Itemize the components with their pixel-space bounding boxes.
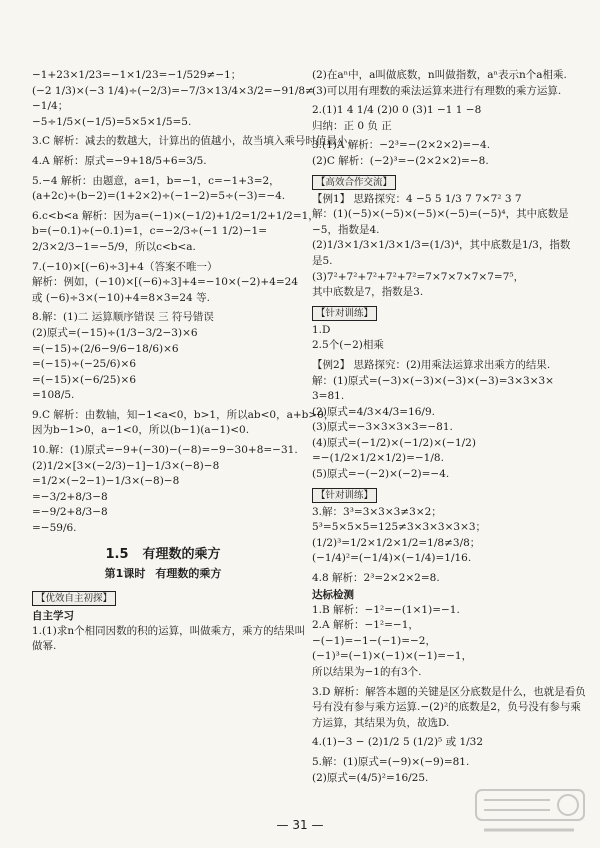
- section-tag: 【优效自主初探】: [32, 591, 116, 606]
- section-tag: 【高效合作交流】: [312, 175, 396, 190]
- section-tag: 【针对训练】: [312, 306, 377, 321]
- text-line: 是5.: [312, 254, 333, 267]
- text-line: 9.C 解析：由数轴，知−1<a<0，b>1，所以ab<0，a+b>0，: [32, 408, 335, 421]
- text-line: =−59/6.: [32, 522, 77, 535]
- text-line: 4.(1)−3 − (2)1/2 5 (1/2)⁵ 或 1/32: [312, 736, 484, 749]
- text-line: (−2 1/3)×(−3 1/4)÷(−2/3)=−7/3×13/4×3/2=−91/8≠: [32, 84, 314, 97]
- text-line: 1.D: [312, 323, 331, 336]
- text-line: =1/2×(−2−1)−1/3×(−8)−8: [32, 475, 180, 488]
- text-line: 10.解：(1)原式=−9+(−30)−(−8)=−9−30+8=−31.: [32, 444, 298, 457]
- page-number: — 31 —: [276, 818, 324, 832]
- text-line: 【例2】 思路探究：(2)用乘法运算求出乘方的结果.: [312, 358, 551, 371]
- text-line: (2)在aⁿ中，a叫做底数，n叫做指数，aⁿ表示n个a相乘.: [312, 69, 567, 81]
- text-line: 【例1】 思路探究：4 −5 5 1/3 7 7×7² 3 7: [312, 192, 522, 205]
- text-line: 解析：例如，(−10)×[(−6)÷3]+4=−10×(−2)+4=24: [32, 276, 299, 289]
- section-tag: 【针对训练】: [312, 488, 377, 503]
- text-line: −5÷1/5×(−1/5)=5×5×1/5=5.: [32, 115, 192, 128]
- text-line: (a+2c)÷(b−2)=(1+2×2)÷(−1−2)=5÷(−3)=−4.: [32, 190, 286, 203]
- text-line: 3=81.: [312, 390, 345, 403]
- text-line: (2)1/2×[3×(−2/3)−1]−1/3×(−8)−8: [32, 459, 220, 472]
- text-line: 2.(1)1 4 1/4 (2)0 0 (3)1 −1 1 −8: [312, 104, 482, 117]
- text-line: (4)原式=(−1/2)×(−1/2)×(−1/2): [312, 436, 476, 449]
- text-line: 6.c<b<a 解析：因为a=(−1)×(−1/2)+1/2=1/2+1/2=1，: [32, 209, 319, 222]
- text-line: 5³=5×5×5=125≠3×3×3×3×3；: [312, 521, 487, 534]
- section-title-text: 有理数的乘方: [142, 546, 221, 562]
- text-line: =−9/2+8/3−8: [32, 506, 108, 519]
- text-line: 8.解：(1)二 运算顺序错误 三 符号错误: [32, 311, 214, 324]
- text-line: 5.解：(1)原式=(−9)×(−9)=81.: [312, 755, 470, 768]
- text-line: 3.C 解析：减去的数越大，计算出的值越小，故当填入乘号时值最小.: [32, 135, 351, 148]
- text-line: (−1)³=(−1)×(−1)×(−1)=−1，: [312, 650, 473, 663]
- text-line: 归纳：正 0 负 正: [312, 119, 392, 132]
- subsection-heading: 自主学习: [32, 609, 74, 622]
- text-line: 7.(−10)×[(−6)÷3]+4（答案不唯一）: [32, 260, 218, 273]
- lesson-title-text: 有理数的乘方: [155, 566, 222, 580]
- text-line: (1/2)³=1/2×1/2×1/2=1/8≠3/8；: [312, 536, 481, 549]
- text-line: 2.A 解析：−1²=−1，: [312, 619, 419, 632]
- text-line: (−1/4)²=(−1/4)×(−1/4)=1/16.: [312, 552, 472, 565]
- text-line: 其中底数是7，指数是3.: [312, 286, 424, 299]
- right-column: [312, 68, 586, 786]
- lesson-title: [32, 565, 294, 583]
- text-line: 或 (−6)÷3×(−10)+4=8×3=24 等.: [32, 291, 210, 304]
- text-line: 3.D 解析：解答本题的关键是区分底数是什么，也就是看负: [312, 685, 586, 698]
- text-line: −1/4；: [32, 100, 69, 113]
- text-line: =−3/2+8/3−8: [32, 490, 108, 503]
- text-line: 解：(1)原式=(−3)×(−3)×(−3)×(−3)=3×3×3×: [312, 374, 554, 387]
- text-line: 3.(1)A 解析：−2³=−(2×2×2)=−4.: [312, 139, 491, 152]
- text-line: 解：(1)(−5)×(−5)×(−5)×(−5)=(−5)⁴，其中底数是: [312, 208, 569, 221]
- text-line: (2)原式=(4/5)²=16/25.: [312, 771, 429, 784]
- text-line: 1.(1)求n个相同因数的积的运算，叫做乘方，乘方的结果叫: [32, 624, 306, 637]
- text-line: 3.解：3³=3×3×3≠3×2；: [312, 505, 442, 518]
- text-line: 做幂.: [32, 640, 57, 653]
- text-line: 所以结果为−1的有3个.: [312, 666, 422, 678]
- text-line: =108/5.: [32, 389, 75, 402]
- watermark-logo: [474, 786, 586, 838]
- section-title: [32, 545, 294, 565]
- text-line: 因为b−1>0，a−1<0，所以(b−1)(a−1)<0.: [32, 424, 250, 437]
- text-line: (2)1/3×1/3×1/3×1/3=(1/3)⁴，其中底数是1/3，指数: [312, 239, 571, 252]
- lesson-part: 第1课时: [104, 566, 146, 580]
- text-line: 4.8 解析：2³=2×2×2=8.: [312, 572, 440, 585]
- text-line: =(−15)÷(2/6−9/6−18/6)×6: [32, 342, 179, 355]
- text-line: −(−1)=−1−(−1)=−2，: [312, 634, 436, 647]
- text-line: 2.5个(−2)相乘: [312, 339, 384, 352]
- subsection-heading: 达标检测: [312, 588, 354, 601]
- text-line: (5)原式=−(−2)×(−2)=−4.: [312, 468, 450, 481]
- section-number: 1.5: [105, 546, 129, 562]
- text-line: =−(1/2×1/2×1/2)=−1/8.: [312, 452, 444, 465]
- text-line: 5.−4 解析：由题意，a=1，b=−1，c=−1+3=2，: [32, 174, 280, 187]
- text-line: (3)原式=−3×3×3×3=−81.: [312, 421, 453, 434]
- text-line: 2/3×2/3−1=−5/9，所以c<b<a.: [32, 240, 196, 253]
- text-line: (3)可以用有理数的乘法运算来进行有理数的乘方运算.: [312, 84, 562, 97]
- text-line: 4.A 解析：原式=−9+18/5+6=3/5.: [32, 154, 207, 167]
- text-line: 号有没有参与乘方运算.−(2)²的底数是2，负号没有参与乘: [312, 701, 581, 714]
- text-line: (2)原式=(−15)÷(1/3−3/2−3)×6: [32, 326, 198, 339]
- text-line: −5，指数是4.: [312, 223, 380, 236]
- text-line: −1+23×1/23=−1×1/23=−1/529≠−1；: [32, 69, 242, 81]
- text-line: 1.B 解析：−1²=−(1×1)=−1.: [312, 603, 460, 616]
- text-line: =(−15)÷(−25/6)×6: [32, 358, 136, 371]
- text-line: (2)C 解析：(−2)³=−(2×2×2)=−8.: [312, 154, 489, 167]
- text-line: =(−15)×(−6/25)×6: [32, 373, 136, 386]
- text-line: 方运算，其结果为负，故选D.: [312, 716, 450, 729]
- text-line: (2)原式=4/3×4/3=16/9.: [312, 405, 435, 418]
- text-line: b=(−0.1)÷(−0.1)=1，c=−2/3÷(−1 1/2)−1=: [32, 225, 268, 238]
- text-line: (3)7²+7²+7²+7²+7²=7×7×7×7×7=7⁵，: [312, 270, 525, 283]
